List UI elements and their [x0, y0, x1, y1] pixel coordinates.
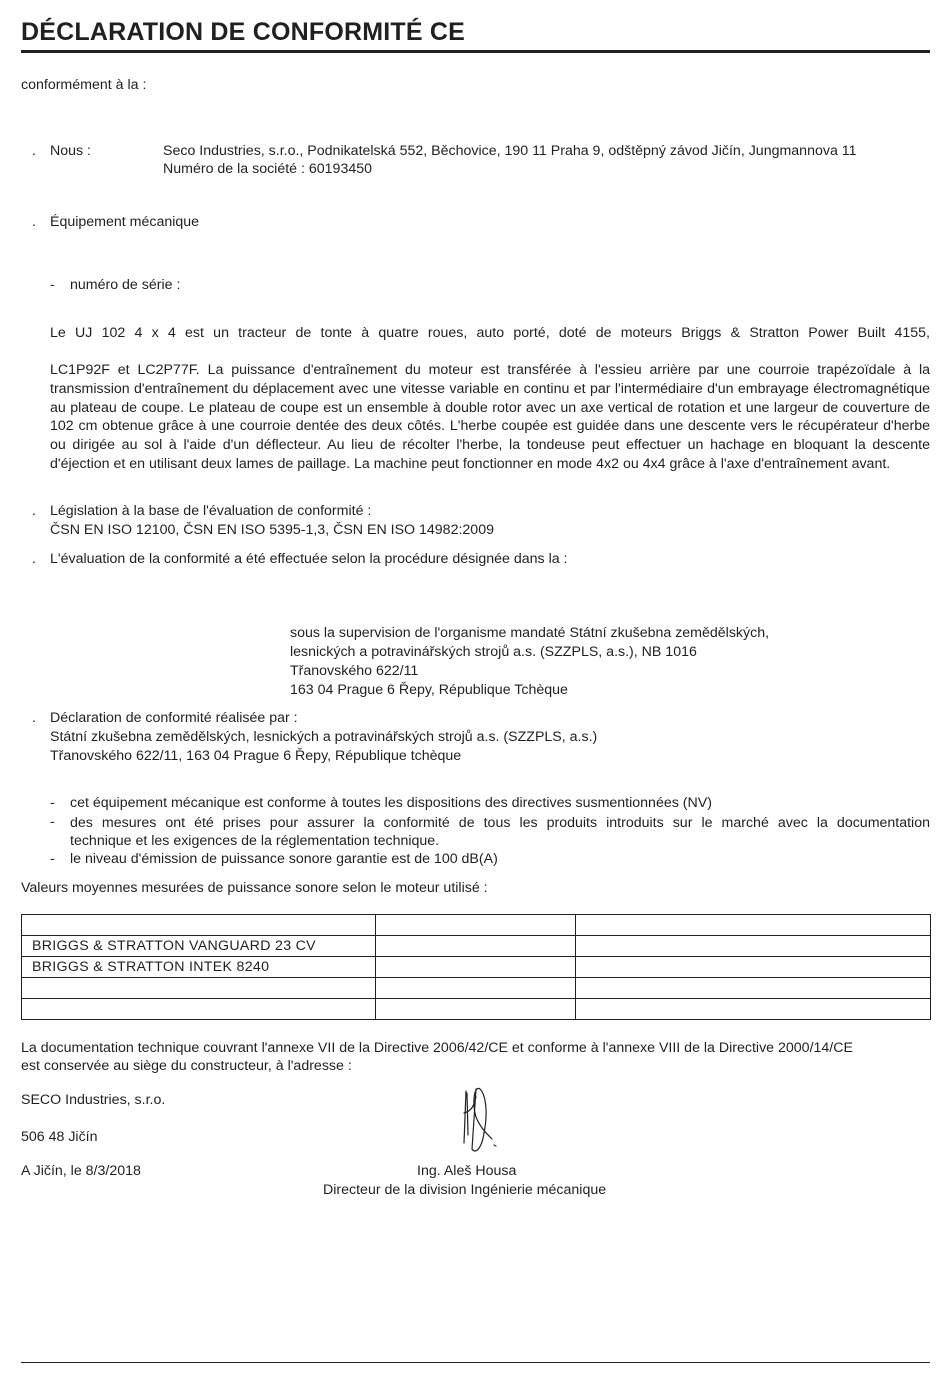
- handwritten-signature: [458, 1083, 506, 1159]
- table-cell: [22, 978, 376, 999]
- equipment-label: Équipement mécanique: [50, 214, 200, 230]
- table-cell: [22, 915, 376, 936]
- table-row: [22, 915, 931, 936]
- declaration-address: Třanovského 622/11, 163 04 Prague 6 Řepy, République tchèque: [50, 748, 462, 764]
- procedure-label: L'évaluation de la conformité a été effectuée selon la procédure désignée dans la :: [50, 551, 568, 567]
- serial-number-label: numéro de série :: [70, 277, 181, 293]
- table-row: [22, 999, 931, 1020]
- table-cell: [576, 915, 931, 936]
- engine-name-cell: BRIGGS & STRATTON VANGUARD 23 CV: [22, 936, 376, 957]
- dash-bullet: -: [50, 814, 55, 830]
- title-rule: [21, 50, 930, 53]
- place-date: A Jičín, le 8/3/2018: [21, 1163, 141, 1179]
- table-cell: [376, 978, 576, 999]
- table-cell: [376, 957, 576, 978]
- sound-values-intro: Valeurs moyennes mesurées de puissance sonore selon le moteur utilisé :: [21, 880, 488, 896]
- table-cell: [376, 936, 576, 957]
- equipment-description: LC1P92F et LC2P77F. La puissance d'entraînement du moteur est transférée à l'essieu arrière par une courroie trapézoïdale à la transmission d'entraînement du déplacement avec une vitesse variable en continu et par l'intermédiaire d'un embrayage électromagnétique au plateau de coupe. Le plateau de coupe est un ensemble à double rotor avec un axe vertical de rotation et une largeur de couverture de 102 cm obtenue grâce à une courroie dentée des deux côtés. L'herbe coupée est guidée dans une descente vers le récupérateur d'herbe ou dirigée au sol à l'aide d'un déflecteur. Au lieu de récolter l'herbe, la tondeuse peut effectuer un hachage en bloquant la descente d'éjection et en utilisant deux lames de paillage. La machine peut fonctionner en mode 4x2 ou 4x4 grâce à l'axe d'entraînement avant.: [50, 362, 930, 472]
- dash-bullet: -: [50, 795, 55, 811]
- address-company: SECO Industries, s.r.o.: [21, 1092, 166, 1108]
- table-row: [22, 936, 931, 957]
- bullet-dot: .: [32, 503, 36, 519]
- bullet-dot: .: [32, 551, 36, 567]
- signatory-role: Directeur de la division Ingénierie mécanique: [323, 1182, 607, 1198]
- supervision-line: sous la supervision de l'organisme mandaté Státní zkušebna zemědělských,: [290, 625, 770, 641]
- legislation-standards: ČSN EN ISO 12100, ČSN EN ISO 5395-1,3, ČSN EN ISO 14982:2009: [50, 522, 494, 538]
- table-cell: [376, 999, 576, 1020]
- statement-sound-level: le niveau d'émission de puissance sonore garantie est de 100 dB(A): [70, 851, 498, 867]
- statement-conformity: cet équipement mécanique est conforme à toutes les dispositions des directives susmentionnées (NV): [70, 795, 712, 811]
- footer-rule: [21, 1362, 930, 1363]
- documentation-text: La documentation technique couvrant l'annexe VII de la Directive 2006/42/CE et conforme à l'annexe VIII de la Directive 2000/14/CE: [21, 1040, 853, 1056]
- sound-power-table: [21, 914, 931, 1020]
- bullet-dot: .: [32, 710, 36, 726]
- table-cell: [576, 999, 931, 1020]
- bullet-dot: .: [32, 143, 36, 159]
- page-title: DÉCLARATION DE CONFORMITÉ CE: [21, 18, 466, 46]
- table-row: [22, 978, 931, 999]
- table-cell: [576, 978, 931, 999]
- legislation-label: Législation à la base de l'évaluation de conformité :: [50, 503, 372, 519]
- signatory-name: Ing. Aleš Housa: [417, 1163, 517, 1179]
- bullet-dot: .: [32, 214, 36, 230]
- table-cell: [576, 957, 931, 978]
- table-row: [22, 957, 931, 978]
- documentation-text-cont: est conservée au siège du constructeur, à l'adresse :: [21, 1058, 352, 1074]
- supervision-line: 163 04 Prague 6 Řepy, République Tchèque: [290, 682, 568, 698]
- equipment-description-intro: Le UJ 102 4 x 4 est un tracteur de tonte à quatre roues, auto porté, doté de moteurs Briggs & Stratton Power Built 4155,: [50, 325, 930, 341]
- table-cell: [22, 999, 376, 1020]
- dash-bullet: -: [50, 277, 55, 293]
- supervision-line: lesnických a potravinářských strojů a.s. (SZZPLS, a.s.), NB 1016: [290, 644, 697, 660]
- supervision-line: Třanovského 622/11: [290, 663, 419, 679]
- engine-name-cell: BRIGGS & STRATTON INTEK 8240: [22, 957, 376, 978]
- declaration-body: Státní zkušebna zemědělských, lesnických a potravinářských strojů a.s. (SZZPLS, a.s.): [50, 729, 598, 745]
- table-cell: [576, 936, 931, 957]
- nous-label: Nous :: [50, 143, 92, 159]
- company-number: Numéro de la société : 60193450: [163, 161, 373, 177]
- dash-bullet: -: [50, 851, 55, 867]
- declaration-label: Déclaration de conformité réalisée par :: [50, 710, 298, 726]
- intro-text: conformément à la :: [21, 77, 147, 93]
- address-city: 506 48 Jičín: [21, 1129, 98, 1145]
- statement-measures-cont: technique et les exigences de la réglementation technique.: [70, 833, 440, 849]
- statement-measures: des mesures ont été prises pour assurer la conformité de tous les produits introduits sur le marché avec la documentation: [70, 815, 930, 831]
- table-cell: [376, 915, 576, 936]
- company-address: Seco Industries, s.r.o., Podnikatelská 552, Běchovice, 190 11 Praha 9, odštěpný závod Jičín, Jungmannova 11: [163, 143, 857, 159]
